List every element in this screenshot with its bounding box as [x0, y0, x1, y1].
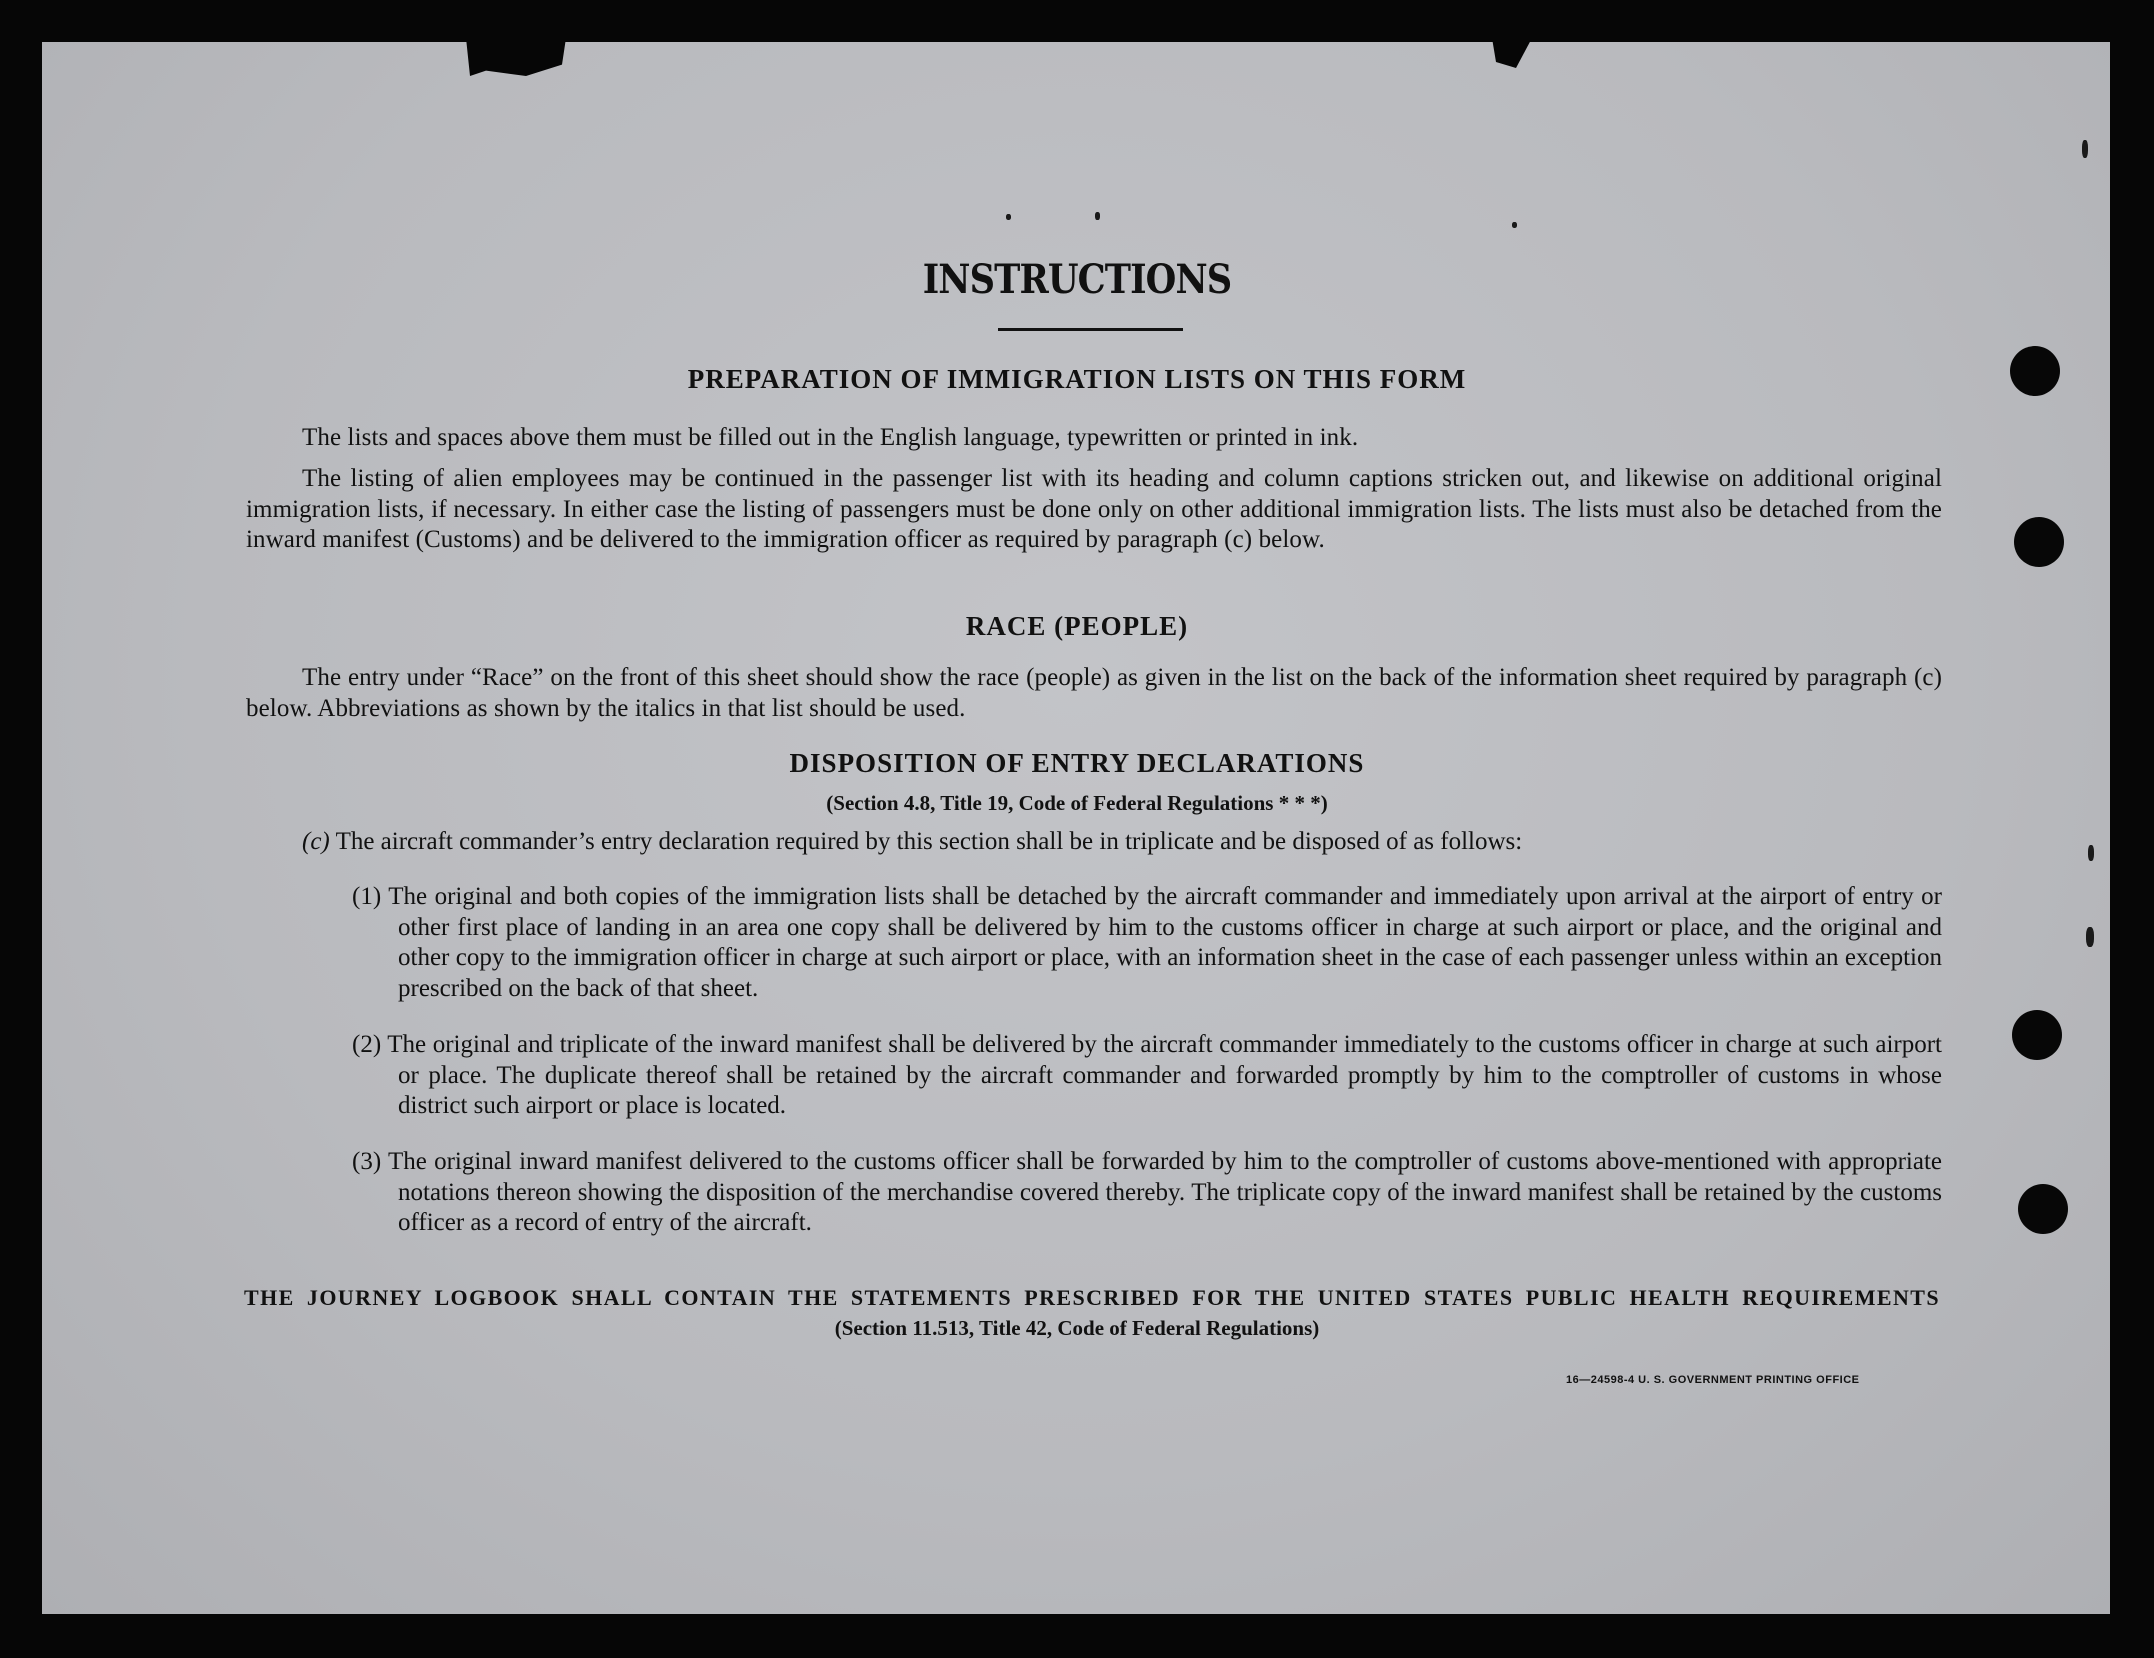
public-health-statement: THE JOURNEY LOGBOOK SHALL CONTAIN THE STATEMENTS PRESCRIBED FOR THE UNITED STATES PUBLIC HEALTH REQUIREMENTS — [244, 1285, 1940, 1310]
item-number: (1) — [352, 883, 382, 910]
paragraph-race-entry: The entry under “Race” on the front of this sheet should show the race (people) as given in the list on the back of the information sheet required by paragraph (c) below. Abbreviations as shown by the italics in that list should be used. — [246, 664, 1942, 722]
paragraph-c-intro — [302, 827, 1942, 857]
item-text: The original inward manifest delivered to the customs officer shall be forwarded by him to the comptroller of customs above-mentioned with appropriate notations thereon showing the disposition of the merchandise covered thereby. The triplicate copy of the inward manifest shall be retained by the customs officer as a record of entry of the aircraft. — [387, 1148, 1942, 1236]
list-item — [352, 882, 1942, 1004]
paragraph-alien-employees: The listing of alien employees may be continued in the passenger list with its heading and column captions stricken out, and likewise on additional original immigration lists, if necessary. In either case the listing of passengers must be done only on other additional immigration lists. The lists must also be detached from the inward manifest (Customs) and be delivered to the immigration officer as required by paragraph (c) below. — [246, 465, 1942, 553]
item-text: The original and both copies of the immigration lists shall be detached by the aircraft commander and immediately upon arrival at the airport of entry or other first place of landing in an area one copy shall be delivered by him to the customs officer in charge at such airport or place, and the original and other copy to the immigration officer in charge at such airport or place, with an information sheet in the case of each passenger unless within an exception prescribed on the back of that sheet. — [388, 883, 1942, 1002]
list-item — [352, 1030, 1942, 1122]
paragraph-label: (c) — [302, 828, 330, 855]
section-heading-race: RACE (PEOPLE) — [965, 611, 1189, 641]
list-item — [352, 1147, 1942, 1239]
page-title: INSTRUCTIONS — [922, 256, 1232, 303]
printer-imprint: 16—24598-4 U. S. GOVERNMENT PRINTING OFFICE — [1566, 1374, 1860, 1386]
item-text: The original and triplicate of the inward manifest shall be delivered by the aircraft commander immediately to the customs officer in charge at such airport or place. The duplicate thereof shall be retained by the aircraft commander and forwarded promptly by him to the comptroller of customs in whose district such airport or place is located. — [387, 1031, 1942, 1119]
public-health-citation: (Section 11.513, Title 42, Code of Federal Regulations) — [834, 1316, 1320, 1340]
paragraph-english-language: The lists and spaces above them must be filled out in the English language, typewritten or printed in ink. — [302, 424, 1359, 451]
paragraph-c-text: The aircraft commander’s entry declaration required by this section shall be in triplicate and be disposed of as follows: — [335, 828, 1523, 855]
item-number: (3) — [352, 1148, 382, 1175]
title-underline — [998, 328, 1183, 331]
section-heading-disposition: DISPOSITION OF ENTRY DECLARATIONS — [789, 748, 1365, 778]
item-number: (2) — [352, 1031, 382, 1058]
disposition-citation: (Section 4.8, Title 19, Code of Federal Regulations * * *) — [826, 791, 1328, 815]
section-heading-preparation: PREPARATION OF IMMIGRATION LISTS ON THIS FORM — [687, 364, 1467, 394]
